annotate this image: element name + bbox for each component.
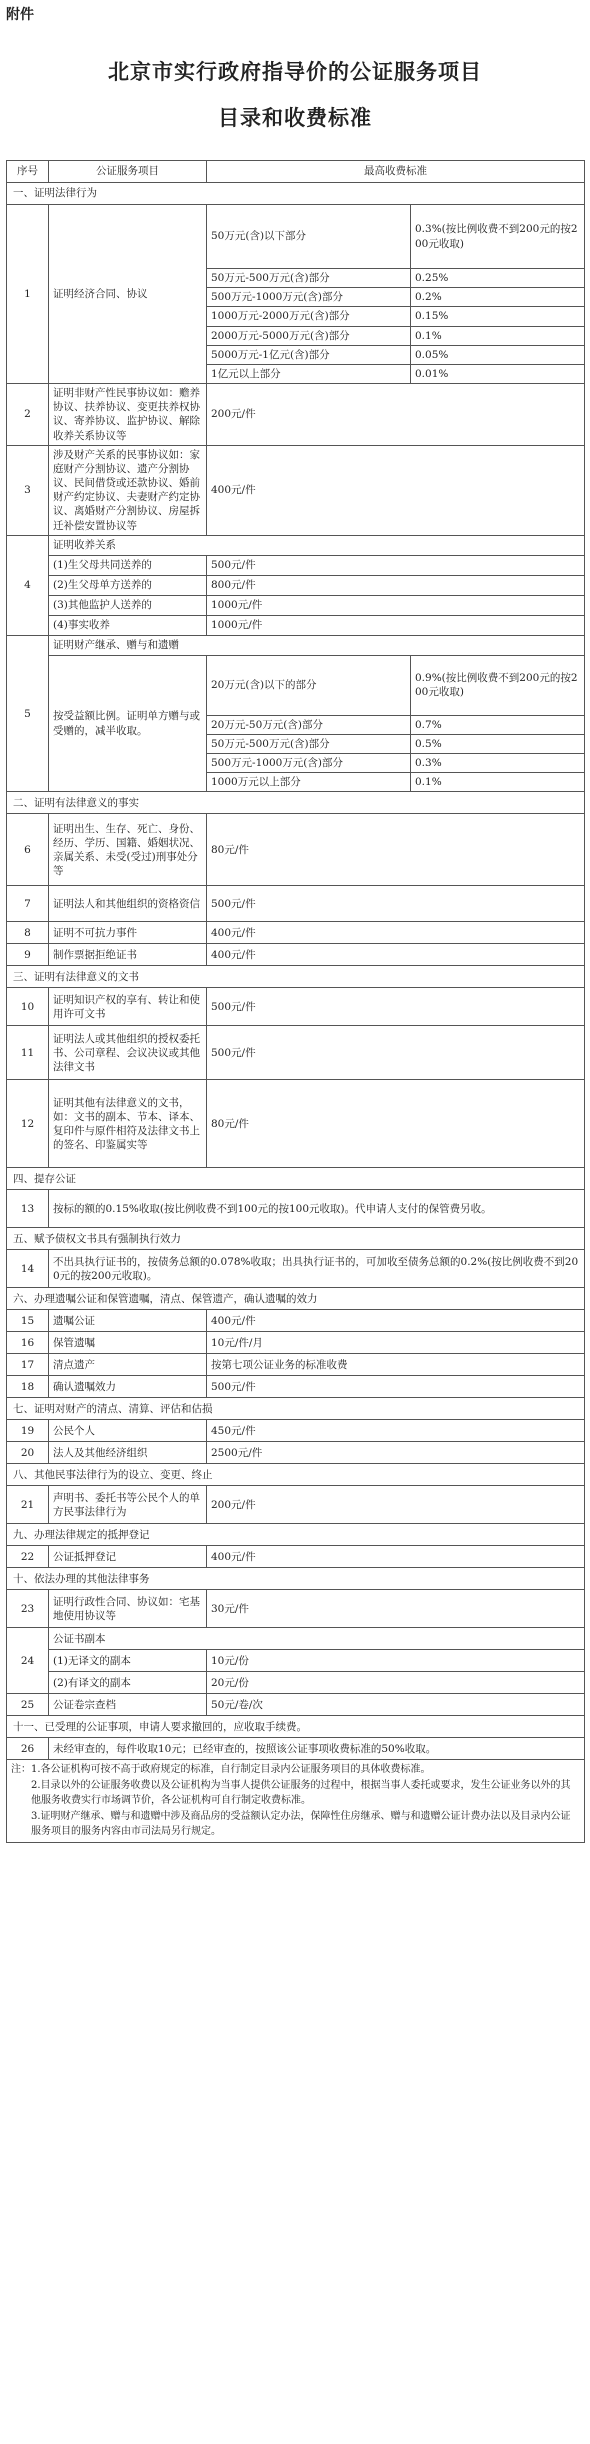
table-row <box>7 1332 585 1354</box>
table-row <box>7 1420 585 1442</box>
row-fee: 500元/件 <box>207 886 585 922</box>
row-item: 证明法人和其他组织的资格资信 <box>49 886 207 922</box>
table-row <box>7 886 585 922</box>
tier-range: 20万元-50万元(含)部分 <box>207 715 411 734</box>
tier-rate: 0.25% <box>411 269 585 288</box>
header-item: 公证服务项目 <box>49 161 207 183</box>
row-item: 公证抵押登记 <box>49 1546 207 1568</box>
fee-table <box>6 160 585 1843</box>
row-no: 24 <box>7 1628 49 1694</box>
table-row <box>7 635 585 655</box>
sub-label: (2)有译文的副本 <box>49 1672 207 1694</box>
row-no: 5 <box>7 635 49 792</box>
table-row <box>7 575 585 595</box>
notes <box>7 1760 585 1843</box>
row-text: 按标的额的0.15%收取(按比例收费不到100元的按100元收取)。代申请人支付的保管费另收。 <box>49 1190 585 1228</box>
row-no: 8 <box>7 922 49 944</box>
row-no: 2 <box>7 384 49 446</box>
row-fee: 400元/件 <box>207 1310 585 1332</box>
table-row <box>7 1486 585 1524</box>
table-row <box>7 944 585 966</box>
row-item: 证明出生、生存、死亡、身份、经历、学历、国籍、婚姻状况、亲属关系、未受(受过)刑事处分等 <box>49 814 207 886</box>
sub-label: (2)生父母单方送养的 <box>49 575 207 595</box>
row-no: 21 <box>7 1486 49 1524</box>
row-no: 12 <box>7 1080 49 1168</box>
tier-range: 500万元-1000万元(含)部分 <box>207 754 411 773</box>
row-item: 公证卷宗查档 <box>49 1694 207 1716</box>
tier-range: 1000万元-2000万元(含)部分 <box>207 307 411 326</box>
table-row <box>7 1590 585 1628</box>
tier-range: 50万元-500万元(含)部分 <box>207 734 411 753</box>
table-row <box>7 988 585 1026</box>
row-fee: 450元/件 <box>207 1420 585 1442</box>
section-title: 十一、已受理的公证事项，申请人要求撤回的，应收取手续费。 <box>7 1716 585 1738</box>
tier-rate: 0.3%(按比例收费不到200元的按200元收取) <box>411 205 585 269</box>
row-fee: 50元/卷/次 <box>207 1694 585 1716</box>
row-item: 公证书副本 <box>49 1628 585 1650</box>
table-row <box>7 922 585 944</box>
sub-label: (1)生父母共同送养的 <box>49 555 207 575</box>
row-no: 26 <box>7 1738 49 1760</box>
row-no: 1 <box>7 205 49 384</box>
table-row <box>7 1190 585 1228</box>
tier-rate: 0.9%(按比例收费不到200元的按200元收取) <box>411 655 585 715</box>
sub-label: (4)事实收养 <box>49 615 207 635</box>
table-row <box>7 205 585 269</box>
row-fee: 400元/件 <box>207 944 585 966</box>
section-title: 二、证明有法律意义的事实 <box>7 792 585 814</box>
tier-rate: 0.7% <box>411 715 585 734</box>
table-row <box>7 1376 585 1398</box>
row-fee: 200元/件 <box>207 1486 585 1524</box>
sub-label: (3)其他监护人送养的 <box>49 595 207 615</box>
tier-rate: 0.01% <box>411 364 585 383</box>
row-item: 证明其他有法律意义的文书，如：文书的副本、节本、译本、复印件与原件相符及法律文书上的签名、印鉴属实等 <box>49 1080 207 1168</box>
tier-rate: 0.1% <box>411 326 585 345</box>
row-no: 22 <box>7 1546 49 1568</box>
section-title: 三、证明有法律意义的文书 <box>7 966 585 988</box>
row-item: 证明经济合同、协议 <box>49 205 207 384</box>
table-row <box>7 555 585 575</box>
row-fee: 400元/件 <box>207 445 585 535</box>
tier-range: 1000万元以上部分 <box>207 773 411 792</box>
row-fee: 按第七项公证业务的标准收费 <box>207 1354 585 1376</box>
table-row <box>7 1628 585 1650</box>
row-no: 17 <box>7 1354 49 1376</box>
row-item: 保管遗嘱 <box>49 1332 207 1354</box>
row-fee: 80元/件 <box>207 1080 585 1168</box>
table-row <box>7 1546 585 1568</box>
attachment-label: 附件 <box>6 7 34 23</box>
page-title: 北京市实行政府指导价的公证服务项目 <box>108 59 482 84</box>
row-item: 清点遗产 <box>49 1354 207 1376</box>
note-3: 3.证明财产继承、赠与和遗赠中涉及商品房的受益额认定办法，保障性住房继承、赠与和遗赠公证计费办法以及目录内公证服务项目的服务内容由市司法局另行规定。 <box>31 1810 571 1838</box>
sub-label: (1)无译文的副本 <box>49 1650 207 1672</box>
tier-range: 50万元-500万元(含)部分 <box>207 269 411 288</box>
table-row <box>7 1026 585 1080</box>
row-no: 11 <box>7 1026 49 1080</box>
tier-rate: 0.05% <box>411 345 585 364</box>
row-no: 9 <box>7 944 49 966</box>
row-item: 法人及其他经济组织 <box>49 1442 207 1464</box>
tier-rate: 0.15% <box>411 307 585 326</box>
tier-rate: 0.1% <box>411 773 585 792</box>
row-item: 制作票据拒绝证书 <box>49 944 207 966</box>
row-item: 证明非财产性民事协议如：赡养协议、扶养协议、变更扶养权协议、寄养协议、监护协议、解除收养关系协议等 <box>49 384 207 446</box>
tier-range: 2000万元-5000万元(含)部分 <box>207 326 411 345</box>
sub-fee: 500元/件 <box>207 555 585 575</box>
sub-fee: 20元/份 <box>207 1672 585 1694</box>
row-no: 19 <box>7 1420 49 1442</box>
row-no: 25 <box>7 1694 49 1716</box>
row-item: 声明书、委托书等公民个人的单方民事法律行为 <box>49 1486 207 1524</box>
table-row <box>7 655 585 715</box>
row-item: 公民个人 <box>49 1420 207 1442</box>
row-no: 15 <box>7 1310 49 1332</box>
row-item: 证明知识产权的享有、转让和使用许可文书 <box>49 988 207 1026</box>
row-no: 23 <box>7 1590 49 1628</box>
header-fee: 最高收费标准 <box>207 161 585 183</box>
row-no: 6 <box>7 814 49 886</box>
row-item: 证明收养关系 <box>49 535 585 555</box>
table-row <box>7 814 585 886</box>
table-row <box>7 1354 585 1376</box>
table-header-row <box>7 161 585 183</box>
notes-row <box>7 1760 585 1843</box>
table-row <box>7 1650 585 1672</box>
table-row <box>7 1738 585 1760</box>
section-title: 十、依法办理的其他法律事务 <box>7 1568 585 1590</box>
table-row <box>7 1080 585 1168</box>
row-fee: 2500元/件 <box>207 1442 585 1464</box>
table-row <box>7 1694 585 1716</box>
table-row <box>7 535 585 555</box>
row-no: 20 <box>7 1442 49 1464</box>
row-fee: 400元/件 <box>207 922 585 944</box>
table-row <box>7 384 585 446</box>
row-item: 证明法人或其他组织的授权委托书、公司章程、会议决议或其他法律文书 <box>49 1026 207 1080</box>
tier-rate: 0.3% <box>411 754 585 773</box>
row-no: 13 <box>7 1190 49 1228</box>
row-fee: 500元/件 <box>207 1026 585 1080</box>
row-item: 确认遗嘱效力 <box>49 1376 207 1398</box>
tier-range: 20万元(含)以下的部分 <box>207 655 411 715</box>
table-row <box>7 595 585 615</box>
page-subtitle: 目录和收费标准 <box>218 105 372 130</box>
row-fee: 80元/件 <box>207 814 585 886</box>
section-title: 八、其他民事法律行为的设立、变更、终止 <box>7 1464 585 1486</box>
section-title: 一、证明法律行为 <box>7 183 585 205</box>
row-item: 遗嘱公证 <box>49 1310 207 1332</box>
table-row <box>7 1310 585 1332</box>
row-no: 16 <box>7 1332 49 1354</box>
sub-fee: 1000元/件 <box>207 595 585 615</box>
sub-fee: 10元/份 <box>207 1650 585 1672</box>
row-fee: 30元/件 <box>207 1590 585 1628</box>
table-row <box>7 1442 585 1464</box>
row-item: 证明不可抗力事件 <box>49 922 207 944</box>
row-no: 14 <box>7 1250 49 1288</box>
row-item: 证明财产继承、赠与和遗赠 <box>49 635 585 655</box>
section-title: 五、赋予债权文书具有强制执行效力 <box>7 1228 585 1250</box>
sub-fee: 1000元/件 <box>207 615 585 635</box>
tier-rate: 0.2% <box>411 288 585 307</box>
tier-range: 50万元(含)以下部分 <box>207 205 411 269</box>
row-desc: 按受益额比例。证明单方赠与或受赠的，减半收取。 <box>49 655 207 792</box>
section-title: 九、办理法律规定的抵押登记 <box>7 1524 585 1546</box>
tier-range: 1亿元以上部分 <box>207 364 411 383</box>
row-no: 10 <box>7 988 49 1026</box>
section-title: 四、提存公证 <box>7 1168 585 1190</box>
sub-fee: 800元/件 <box>207 575 585 595</box>
row-no: 7 <box>7 886 49 922</box>
row-item: 涉及财产关系的民事协议如：家庭财产分割协议、遗产分割协议、民间借贷或还款协议、婚前财产约定协议、夫妻财产约定协议、离婚财产分割协议、房屋拆迁补偿安置协议等 <box>49 445 207 535</box>
tier-range: 500万元-1000万元(含)部分 <box>207 288 411 307</box>
row-text: 不出具执行证书的，按债务总额的0.078%收取；出具执行证书的，可加收至债务总额的0.2%(按比例收费不到200元的按200元收取)。 <box>49 1250 585 1288</box>
note-1: 注：1.各公证机构可按不高于政府规定的标准，自行制定目录内公证服务项目的具体收费标准。 <box>11 1764 431 1776</box>
row-item: 证明行政性合同、协议如：宅基地使用协议等 <box>49 1590 207 1628</box>
row-fee: 10元/件/月 <box>207 1332 585 1354</box>
header-no: 序号 <box>7 161 49 183</box>
row-fee: 500元/件 <box>207 1376 585 1398</box>
table-row <box>7 1672 585 1694</box>
row-fee: 200元/件 <box>207 384 585 446</box>
row-no: 4 <box>7 535 49 635</box>
section-title: 七、证明对财产的清点、清算、评估和估损 <box>7 1398 585 1420</box>
section-title: 六、办理遗嘱公证和保管遗嘱，清点、保管遗产，确认遗嘱的效力 <box>7 1288 585 1310</box>
row-fee: 500元/件 <box>207 988 585 1026</box>
row-no: 18 <box>7 1376 49 1398</box>
table-row <box>7 615 585 635</box>
row-no: 3 <box>7 445 49 535</box>
table-row <box>7 1250 585 1288</box>
tier-range: 5000万元-1亿元(含)部分 <box>207 345 411 364</box>
row-text: 未经审查的，每件收取10元；已经审查的，按照该公证事项收费标准的50%收取。 <box>49 1738 585 1760</box>
note-2: 2.目录以外的公证服务收费以及公证机构为当事人提供公证服务的过程中，根据当事人委托或要求，发生公证业务以外的其他服务收费实行市场调节价，各公证机构可自行制定收费标准。 <box>31 1779 571 1807</box>
tier-rate: 0.5% <box>411 734 585 753</box>
row-fee: 400元/件 <box>207 1546 585 1568</box>
table-row <box>7 445 585 535</box>
